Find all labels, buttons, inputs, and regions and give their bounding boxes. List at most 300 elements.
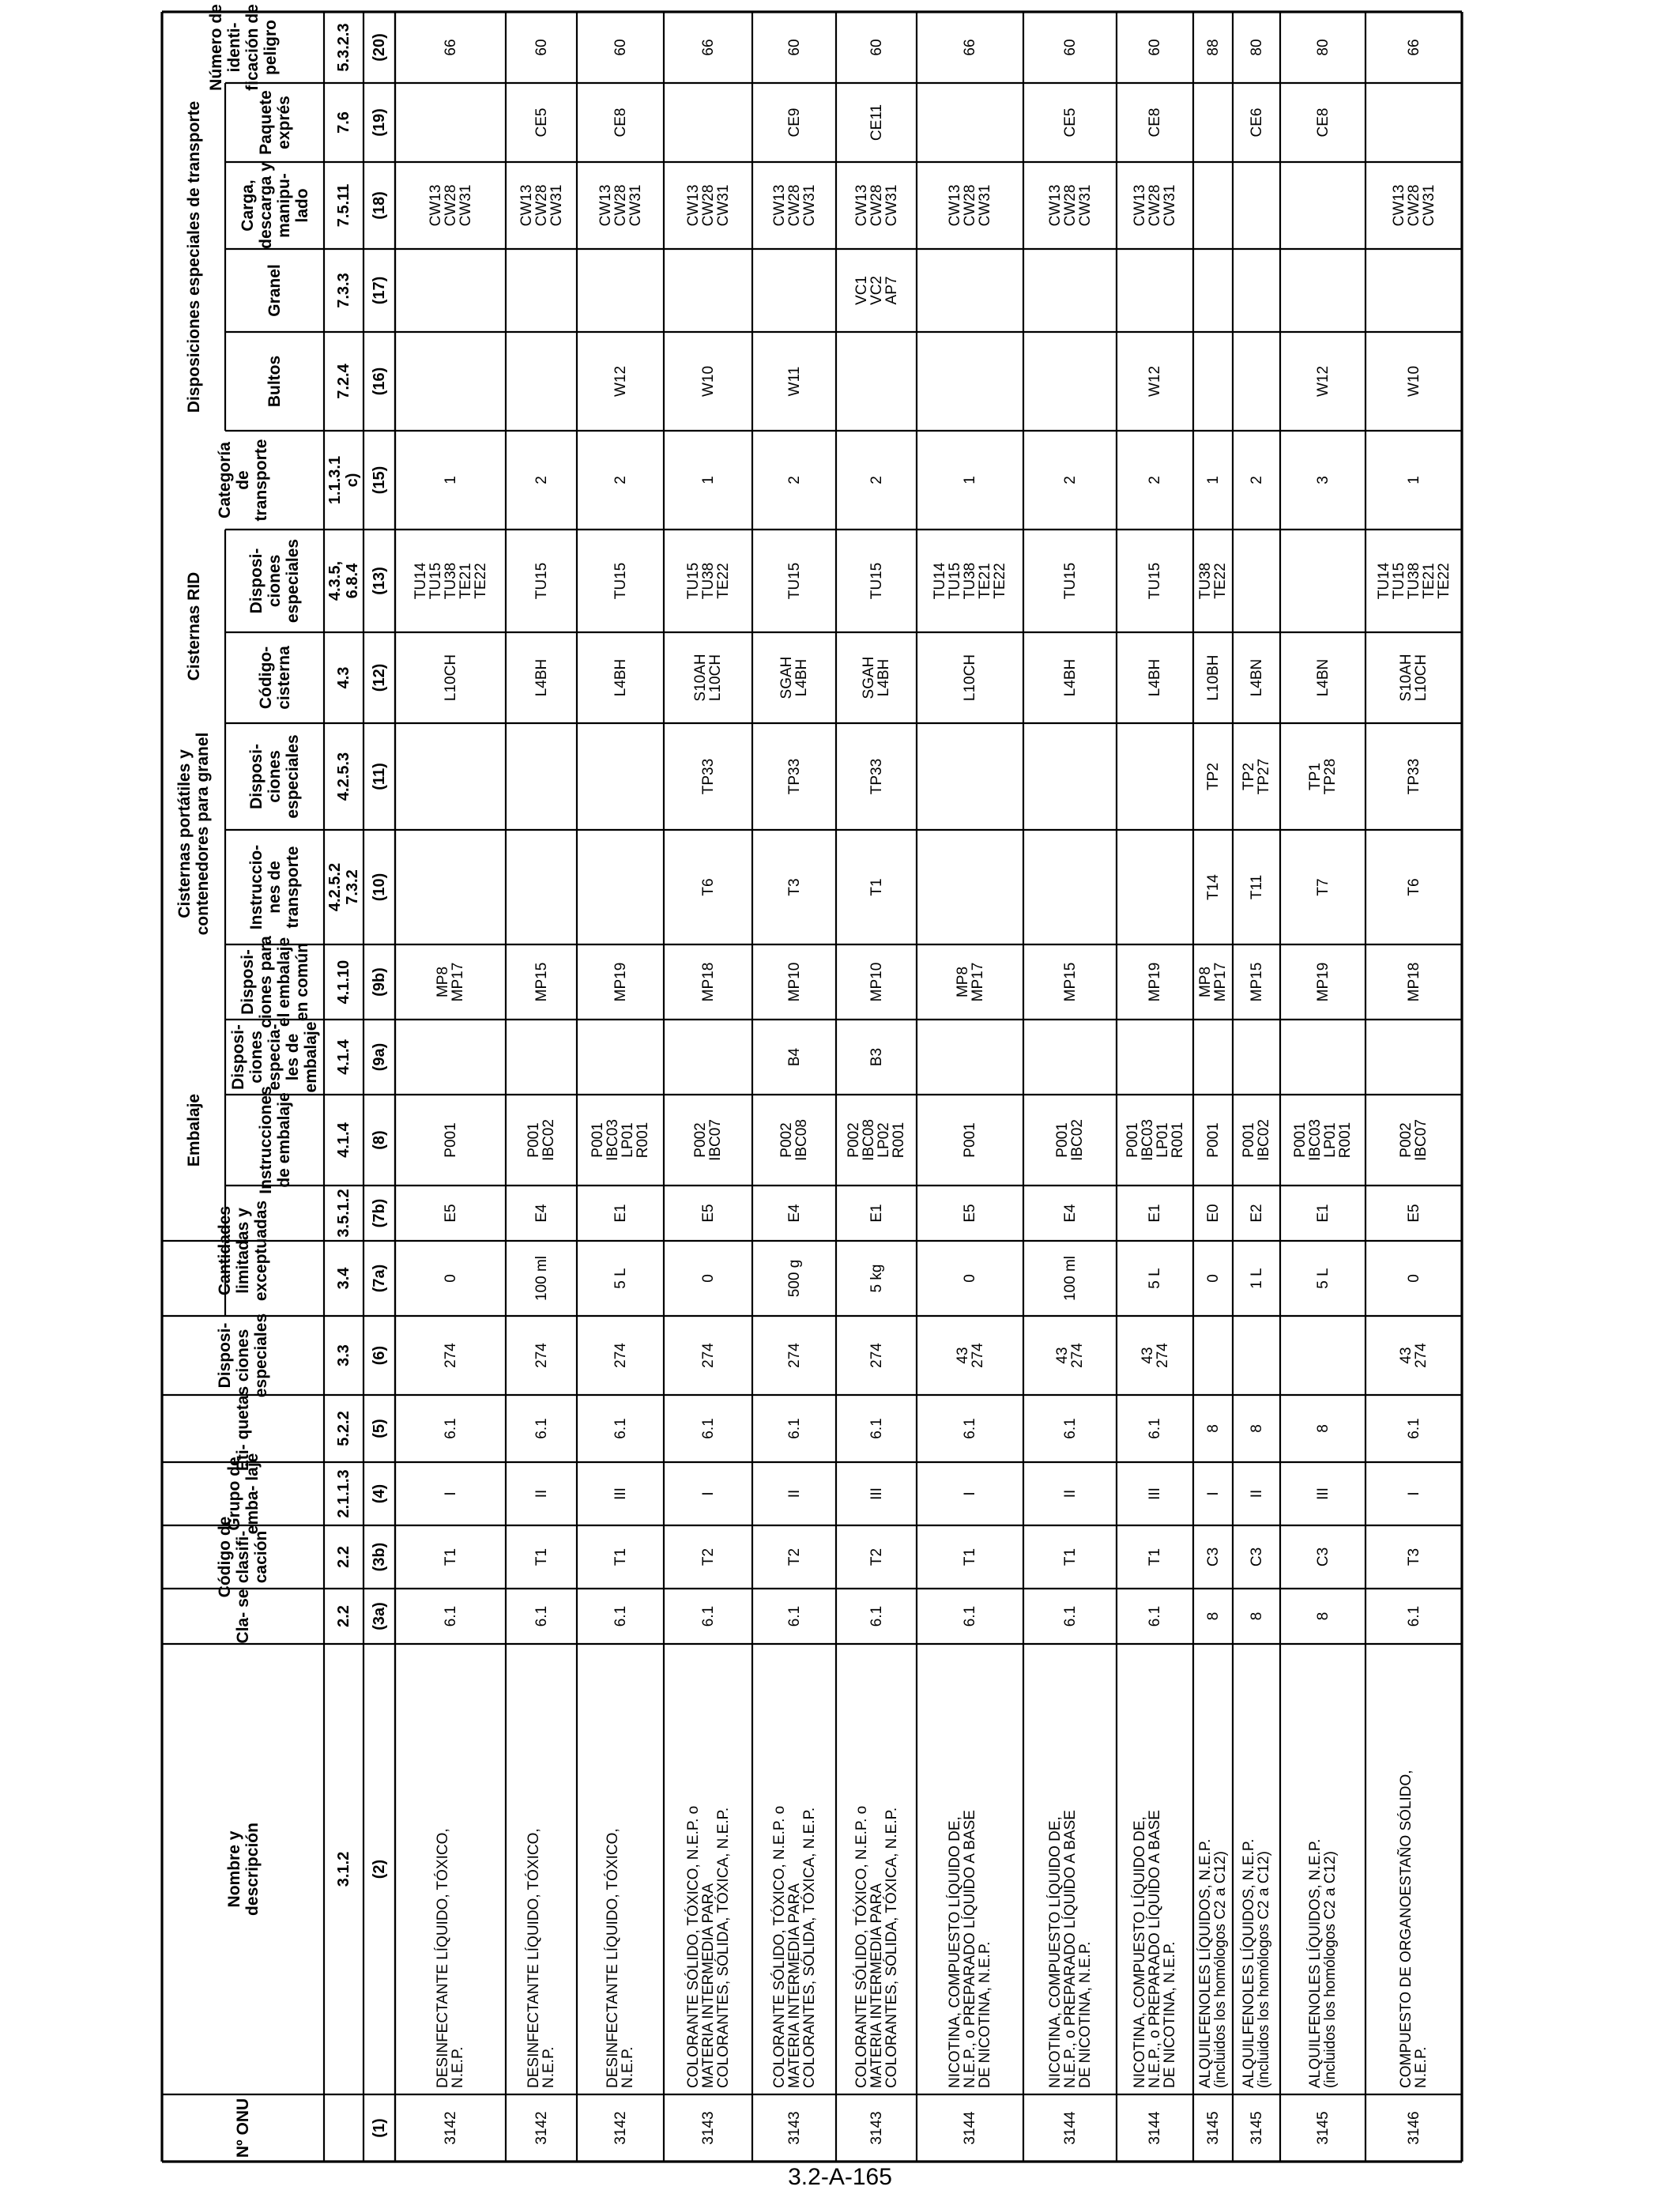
col-cant-exceptuadas-cell [1233, 1186, 1280, 1241]
cell-line: W11 [785, 366, 803, 397]
cell-line: 6.1 [442, 1418, 459, 1439]
cell-line: el embalaje [274, 937, 293, 1027]
cell-line: CW13 [427, 184, 444, 227]
cell-line: CE5 [1061, 107, 1079, 138]
col-peligro-cell [577, 12, 664, 83]
cell-line: 8 [1314, 1424, 1332, 1433]
col-etiquetas-cell [395, 1395, 506, 1462]
cell-line: II [533, 1489, 550, 1498]
cell-line: CW13 [1132, 184, 1148, 227]
col-codigo-cell [1280, 1525, 1365, 1589]
column-reference [324, 830, 363, 944]
column-number [363, 723, 395, 830]
col-disposiciones-cell [1117, 1316, 1193, 1395]
cell-line: 0 [1204, 1274, 1222, 1283]
col-nombre-cell [1233, 1644, 1280, 2094]
cell-line: P002 [1398, 1122, 1414, 1158]
cell-line: especia- [266, 1023, 284, 1091]
cell-line: 6.1 [962, 1418, 978, 1439]
cell-line: III [1147, 1487, 1163, 1500]
col-expres-cell [752, 83, 836, 162]
col-codigo-cisterna-cell [395, 632, 506, 723]
col-carga-cell [664, 162, 752, 249]
cell-line: I [1405, 1491, 1422, 1496]
cell-line: TE21 [457, 563, 474, 599]
cell-line: de embalaje [274, 1092, 293, 1188]
column-reference [324, 1644, 363, 2094]
col-grupo-cell [506, 1462, 577, 1525]
col-peligro-cell [752, 12, 836, 83]
col-disposiciones-cell [664, 1316, 752, 1395]
cell-line: E0 [1204, 1204, 1222, 1223]
col-nombre-cell [664, 1644, 752, 2094]
cell-line: Embalaje [184, 1093, 203, 1167]
cell-line: Carga, [238, 179, 257, 232]
column-reference [324, 723, 363, 830]
cell-line: T6 [1405, 878, 1422, 896]
cell-line: P001 [1054, 1122, 1071, 1158]
column-header [225, 83, 324, 162]
cell-line: 274 [442, 1343, 459, 1368]
group-header-embalaje [162, 944, 225, 1316]
col-un-cell [1023, 2094, 1117, 2162]
cell-line: IBC02 [1256, 1119, 1272, 1161]
cell-line: exceptuadas [252, 1200, 270, 1302]
cell-line: I [1204, 1491, 1222, 1496]
column-number [363, 431, 395, 530]
cell-line: T3 [1405, 1547, 1422, 1566]
col-cant-limitadas-cell [752, 1241, 836, 1316]
cell-line: (20) [371, 33, 388, 62]
column-header [225, 249, 324, 332]
col-codigo-cisterna-cell [1117, 632, 1193, 723]
col-disp-rid-cell [1365, 530, 1462, 632]
cell-line: (2) [371, 1859, 388, 1879]
cell-line: S10AH [692, 654, 709, 702]
col-bultos-cell [1365, 332, 1462, 431]
col-un-cell [917, 2094, 1023, 2162]
col-grupo-cell [1117, 1462, 1193, 1525]
cell-line: 3 [1314, 476, 1332, 484]
col-expres-cell [1280, 83, 1365, 162]
cell-line: 6.1 [785, 1418, 803, 1439]
cell-line: 2 [1061, 476, 1079, 484]
col-categoria-cell [1233, 431, 1280, 530]
col-disposiciones-cell [506, 1316, 577, 1395]
col-clase-cell [664, 1589, 752, 1644]
cell-line: CW28 [785, 184, 803, 227]
col-etiquetas-cell [1280, 1395, 1365, 1462]
col-nombre-cell [752, 1644, 836, 2094]
cell-line: NICOTINA, COMPUESTO LÍQUIDO DE, [1046, 1816, 1064, 2088]
cell-line: 0 [962, 1274, 978, 1283]
cell-line: CW13 [518, 184, 535, 227]
cell-line: 274 [612, 1343, 629, 1368]
cell-line: E2 [1248, 1204, 1265, 1223]
cell-line: MP15 [1248, 962, 1265, 1002]
cell-line: DESINFECTANTE LÍQUIDO, TÓXICO, [525, 1828, 542, 2088]
column-header [225, 723, 324, 830]
cell-line: TU15 [1061, 562, 1079, 600]
cell-line: W12 [612, 365, 629, 398]
col-nombre-cell [1193, 1644, 1233, 2094]
col-clase-cell [577, 1589, 664, 1644]
col-bultos-cell [577, 332, 664, 431]
col-grupo-cell [577, 1462, 664, 1525]
cell-line: (16) [371, 367, 388, 396]
column-number [363, 830, 395, 944]
col-codigo-cisterna-cell [1233, 632, 1280, 723]
cell-line: 274 [969, 1343, 986, 1368]
cell-line: 66 [442, 39, 459, 56]
col-cant-limitadas-cell [836, 1241, 917, 1316]
column-reference [324, 1186, 363, 1241]
cell-line: P001 [1124, 1122, 1141, 1158]
cell-line: TU15 [868, 562, 885, 600]
cell-line: T3 [785, 878, 803, 896]
col-clase-cell [1117, 1589, 1193, 1644]
cell-line: MP10 [785, 962, 803, 1002]
cell-line: CW31 [1420, 184, 1437, 227]
cell-line: LP01 [1154, 1122, 1171, 1158]
cell-line: MP19 [612, 962, 629, 1002]
cell-line: 4.3 [335, 666, 352, 689]
cell-line: Disposi- [238, 949, 257, 1015]
cell-line: transporte [284, 846, 302, 929]
cell-line: DESINFECTANTE LÍQUIDO, TÓXICO, [605, 1828, 621, 2088]
col-carga-cell [836, 162, 917, 249]
cell-line: TU15 [1390, 562, 1407, 600]
cell-line: CE8 [1147, 107, 1163, 138]
col-un-cell [1233, 2094, 1280, 2162]
col-peligro-cell [664, 12, 752, 83]
col-bultos-cell [664, 332, 752, 431]
cell-line: 3145 [1204, 2111, 1222, 2145]
cell-line: TE22 [1435, 563, 1452, 599]
cell-line: 6.1 [442, 1605, 459, 1627]
cell-line: 7.6 [335, 111, 352, 134]
column-header [225, 1086, 324, 1194]
cell-line: P002 [692, 1122, 709, 1158]
column-number [363, 332, 395, 431]
cell-line: COLORANTE SÓLIDO, TÓXICO, N.E.P. o [853, 1805, 870, 2088]
cell-line: 1 [962, 476, 978, 484]
cell-line: L10BH [1204, 654, 1222, 701]
col-cant-exceptuadas-cell [1365, 1186, 1462, 1241]
cell-line: VC2 [868, 276, 885, 305]
cell-line: 3143 [868, 2111, 885, 2145]
col-cant-limitadas-cell [395, 1241, 506, 1316]
cell-line: Disposi- [229, 1024, 247, 1090]
cell-line: Cantidades [216, 1205, 234, 1296]
column-reference [324, 162, 363, 249]
col-etiquetas-cell [836, 1395, 917, 1462]
cell-line: E5 [442, 1204, 459, 1223]
col-grupo-cell [1365, 1462, 1462, 1525]
cell-line: 60 [612, 39, 629, 56]
cell-line: C3 [1248, 1547, 1265, 1567]
column-header [162, 1644, 324, 2094]
cell-line: DE NICOTINA, N.E.P. [977, 1941, 993, 2088]
column-number [363, 1395, 395, 1462]
cell-line: T1 [868, 878, 885, 896]
cell-line: TE22 [1212, 563, 1229, 599]
col-clase-cell [1193, 1589, 1233, 1644]
cell-line: II [785, 1489, 803, 1498]
cell-line: L4BH [1061, 658, 1079, 697]
cell-line: 1 [1204, 476, 1222, 484]
col-expres-cell [1233, 83, 1280, 162]
col-codigo-cell [1233, 1525, 1280, 1589]
col-disp-rid-cell [1023, 530, 1117, 632]
cell-line: 3142 [612, 2111, 629, 2145]
cell-line: 6.1 [533, 1418, 550, 1439]
cell-line: VC1 [853, 276, 870, 305]
cell-line: TU38 [1405, 562, 1422, 600]
col-clase-cell [752, 1589, 836, 1644]
cell-line: MP8 [954, 966, 971, 998]
col-peligro-cell [1023, 12, 1117, 83]
cell-line: N.E.P. [541, 2046, 557, 2088]
col-clase-cell [1233, 1589, 1280, 1644]
cell-line: TU14 [412, 562, 429, 600]
col-un-cell [1193, 2094, 1233, 2162]
column-reference [324, 944, 363, 1020]
col-peligro-cell [506, 12, 577, 83]
cell-line: 3145 [1314, 2111, 1332, 2145]
cell-line: P001 [1241, 1122, 1257, 1158]
col-nombre-cell [836, 1644, 917, 2094]
cell-line: TE22 [992, 563, 1008, 599]
cell-line: Nombre y [224, 1830, 243, 1908]
cell-line: TP28 [1322, 758, 1339, 795]
cell-line: I [442, 1491, 459, 1496]
col-embalaje-comun-cell [577, 944, 664, 1020]
col-cant-limitadas-cell [1193, 1241, 1233, 1316]
cell-line: 274 [1154, 1343, 1171, 1368]
cell-line: R001 [1169, 1122, 1186, 1159]
cell-line: T14 [1204, 874, 1222, 900]
col-codigo-cell [1023, 1525, 1117, 1589]
group-header-disposiciones-transporte [162, 83, 225, 431]
col-instr-embalaje-cell [1233, 1095, 1280, 1186]
cell-line: T1 [1147, 1547, 1163, 1566]
cell-line: E4 [785, 1204, 803, 1223]
cell-line: MP17 [969, 962, 986, 1002]
cell-line: TU14 [932, 562, 948, 600]
cell-line: T2 [785, 1547, 803, 1566]
cell-line: TP27 [1256, 758, 1272, 795]
column-header [162, 1453, 324, 1535]
cell-line: TP2 [1241, 763, 1257, 790]
cell-line: cación [252, 1530, 270, 1584]
cell-line: E5 [962, 1204, 978, 1223]
cell-line: 1 [442, 476, 459, 484]
cell-line: 88 [1204, 39, 1222, 56]
col-disp-embalaje-cell [752, 1020, 836, 1095]
column-number [363, 1095, 395, 1186]
page-number: 3.2-A-165 [788, 2164, 892, 2190]
cell-line: les de [284, 1033, 302, 1081]
cell-line: especiales [284, 538, 302, 624]
cell-line: 43 [1139, 1347, 1156, 1364]
cell-line: CW28 [1061, 184, 1079, 227]
col-codigo-cell [1365, 1525, 1462, 1589]
cell-line: 1 [1405, 476, 1422, 484]
col-cant-limitadas-cell [1280, 1241, 1365, 1316]
col-disposiciones-cell [752, 1316, 836, 1395]
cell-line: 4.2.5.2 [326, 862, 344, 912]
column-reference [324, 249, 363, 332]
cell-line: 8 [1204, 1612, 1222, 1621]
cell-line: manipu- [274, 173, 293, 238]
cell-line: contenedores para granel [194, 732, 212, 936]
cell-line: P001 [1204, 1122, 1222, 1158]
cell-line: TU15 [684, 562, 702, 600]
col-cant-exceptuadas-cell [1193, 1186, 1233, 1241]
column-header [225, 162, 324, 249]
col-etiquetas-cell [1193, 1395, 1233, 1462]
cell-line: B3 [868, 1047, 885, 1067]
col-cant-limitadas-cell [917, 1241, 1023, 1316]
cell-line: P001 [442, 1122, 459, 1158]
cell-line: T1 [1061, 1547, 1079, 1566]
col-etiquetas-cell [506, 1395, 577, 1462]
col-peligro-cell [917, 12, 1023, 83]
cell-line: (11) [371, 763, 388, 790]
col-carga-cell [752, 162, 836, 249]
cell-line: LP02 [876, 1122, 892, 1158]
col-clase-cell [506, 1589, 577, 1644]
cell-line: III [1314, 1487, 1332, 1500]
cell-line: MP8 [435, 966, 451, 998]
col-etiquetas-cell [1233, 1395, 1280, 1462]
cell-line: 66 [699, 39, 717, 56]
col-categoria-cell [836, 431, 917, 530]
cell-line: CW13 [947, 184, 963, 227]
col-un-cell [506, 2094, 577, 2162]
col-un-cell [1280, 2094, 1365, 2162]
cell-line: MP10 [868, 962, 885, 1002]
cell-line: 3.4 [335, 1267, 352, 1290]
column-reference [324, 1316, 363, 1395]
col-disp-portatiles-cell [752, 723, 836, 830]
col-peligro-cell [395, 12, 506, 83]
cell-line: N.E.P. [620, 2046, 636, 2088]
col-etiquetas-cell [664, 1395, 752, 1462]
cell-line: 4.1.4 [335, 1039, 352, 1075]
cell-line: (9b) [371, 967, 388, 997]
cell-line: ficación de [243, 4, 262, 91]
col-codigo-cell [836, 1525, 917, 1589]
cell-line: 8 [1204, 1424, 1222, 1433]
cell-line: 7.2.4 [335, 364, 352, 399]
cell-line: L4BN [1248, 658, 1265, 697]
cell-line: Categoría [216, 442, 234, 518]
column-number [363, 1644, 395, 2094]
cell-line: 3.3 [335, 1344, 352, 1367]
column-reference [324, 530, 363, 632]
cell-line: CW31 [457, 184, 474, 227]
col-carga-cell [1365, 162, 1462, 249]
cell-line: 6.1 [868, 1418, 885, 1439]
col-categoria-cell [752, 431, 836, 530]
col-clase-cell [1023, 1589, 1117, 1644]
cell-line: CW28 [868, 184, 885, 227]
col-instr-transporte-cell [836, 830, 917, 944]
cell-line: 274 [533, 1343, 550, 1368]
col-instr-embalaje-cell [395, 1095, 506, 1186]
col-embalaje-comun-cell [506, 944, 577, 1020]
cell-line: CW28 [533, 184, 550, 227]
col-expres-cell [1023, 83, 1117, 162]
cell-line: NICOTINA, COMPUESTO LÍQUIDO DE, [1132, 1816, 1148, 2088]
cell-line: TP33 [868, 758, 885, 795]
cell-line: embalaje [302, 1021, 320, 1093]
cell-line: 5 L [1314, 1268, 1332, 1289]
col-codigo-cell [752, 1525, 836, 1589]
cell-line: CW31 [1076, 184, 1094, 227]
cell-line: 2.1.1.3 [335, 1469, 352, 1518]
cell-line: 7.3.3 [335, 273, 352, 308]
cell-line: Instruccio- [247, 844, 266, 930]
col-instr-transporte-cell [664, 830, 752, 944]
cell-line: 5.3.2.3 [335, 23, 352, 72]
column-reference [324, 1020, 363, 1095]
cell-line: 3146 [1405, 2111, 1422, 2145]
col-codigo-cell [1193, 1525, 1233, 1589]
col-categoria-cell [664, 431, 752, 530]
cell-line: emba- laje [243, 1453, 262, 1535]
cell-line: IBC03 [605, 1119, 621, 1161]
col-cant-limitadas-cell [506, 1241, 577, 1316]
cell-line: limitadas y [234, 1208, 252, 1294]
cell-line: CW31 [883, 184, 900, 227]
cell-line: MATERIA INTERMEDIA PARA [785, 1883, 803, 2088]
col-grupo-cell [836, 1462, 917, 1525]
cell-line: Disposi- [247, 744, 266, 809]
cell-line: Cisternas RID [184, 571, 203, 681]
col-un-cell [1365, 2094, 1462, 2162]
cell-line: 2.2 [335, 1605, 352, 1627]
cell-line: (3b) [371, 1542, 388, 1572]
cell-line: C3 [1314, 1547, 1332, 1567]
cell-line: TP33 [785, 758, 803, 795]
column-number [363, 2094, 395, 2162]
column-reference [324, 1241, 363, 1316]
col-grupo-cell [1280, 1462, 1365, 1525]
cell-line: Disposiciones especiales de transporte [184, 100, 203, 413]
column-reference [324, 1395, 363, 1462]
col-embalaje-comun-cell [395, 944, 506, 1020]
col-categoria-cell [1193, 431, 1233, 530]
cell-line: 2 [868, 476, 885, 484]
col-etiquetas-cell [1023, 1395, 1117, 1462]
cell-line: TE21 [1420, 563, 1437, 599]
col-disp-rid-cell [395, 530, 506, 632]
cell-line: (6) [371, 1345, 388, 1366]
col-etiquetas-cell [752, 1395, 836, 1462]
column-header [162, 2094, 324, 2162]
cell-line: CW31 [627, 184, 644, 227]
cell-line: TU14 [1375, 562, 1392, 600]
cell-line: E5 [1405, 1204, 1422, 1223]
col-carga-cell [1023, 162, 1117, 249]
cell-line: MATERIA INTERMEDIA PARA [868, 1883, 885, 2088]
cell-line: T2 [699, 1547, 717, 1566]
cell-line: 5 kg [868, 1264, 885, 1293]
cell-line: (5) [371, 1419, 388, 1438]
